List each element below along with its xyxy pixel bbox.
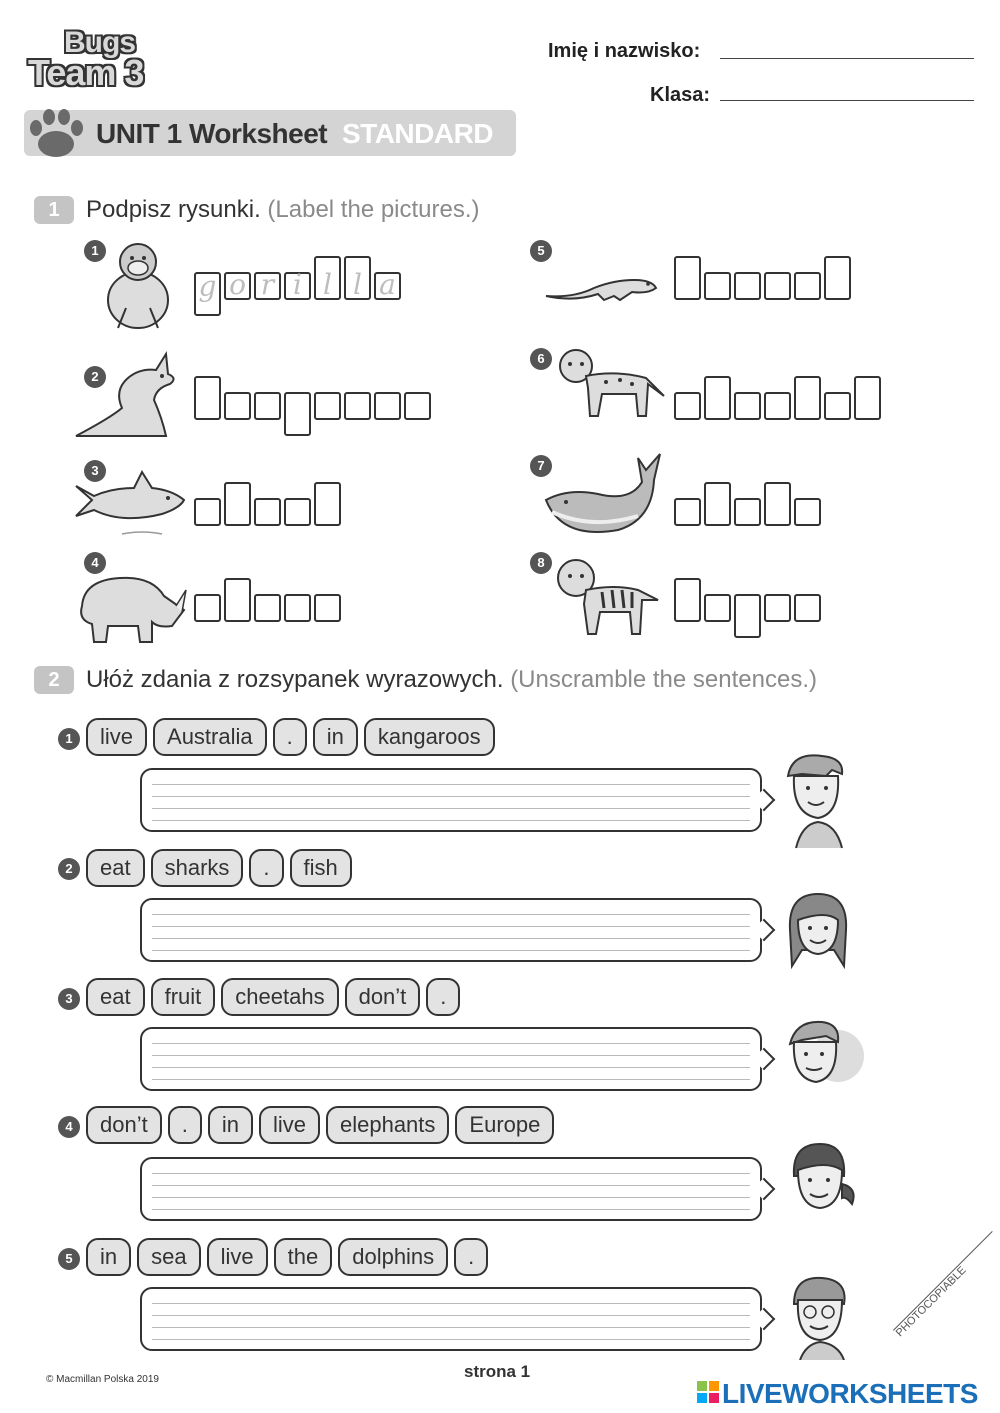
word-chip[interactable]: eat xyxy=(86,849,145,887)
class-label: Klasa: xyxy=(650,84,711,106)
answer-box-5[interactable] xyxy=(140,1287,762,1351)
word-chip[interactable]: . xyxy=(249,849,283,887)
name-input-line[interactable] xyxy=(720,58,974,59)
example-letter: o xyxy=(229,268,246,301)
bugs-team-logo xyxy=(28,26,173,94)
word-chip[interactable]: dolphins xyxy=(338,1238,448,1276)
photocopiable-label: PHOTOCOPIABLE xyxy=(893,1231,1000,1346)
logo-text-line1: Bugs xyxy=(64,26,135,59)
exercise1-instruction xyxy=(86,196,480,224)
rhino-icon xyxy=(72,566,188,646)
letter-box[interactable] xyxy=(794,272,821,300)
letter-box[interactable] xyxy=(284,392,311,436)
item6-number: 6 xyxy=(530,348,552,370)
unit-level: STANDARD xyxy=(342,118,494,149)
sentence2-number: 2 xyxy=(58,858,80,880)
word-chip[interactable]: the xyxy=(274,1238,333,1276)
name-label: Imię i nazwisko: xyxy=(548,40,701,62)
letter-box[interactable] xyxy=(704,594,731,622)
girl2-avatar-icon xyxy=(786,1140,860,1226)
letter-box[interactable] xyxy=(314,392,341,420)
example-letter: r xyxy=(260,268,275,301)
item3-letter-boxes xyxy=(194,482,341,526)
item8-letter-boxes xyxy=(674,578,821,622)
item7-letter-boxes xyxy=(674,482,821,526)
boy3-avatar-icon xyxy=(786,1274,856,1360)
item2-number: 2 xyxy=(84,366,106,388)
word-chip[interactable]: kangaroos xyxy=(364,718,495,756)
word-chip[interactable]: in xyxy=(208,1106,253,1144)
sentence4-number: 4 xyxy=(58,1116,80,1138)
letter-box[interactable] xyxy=(794,498,821,526)
boy-avatar-icon xyxy=(782,752,852,850)
word-chip[interactable]: fish xyxy=(290,849,352,887)
item5-number: 5 xyxy=(530,240,552,262)
tiger-icon xyxy=(554,556,662,638)
letter-box[interactable] xyxy=(314,594,341,622)
letter-box[interactable] xyxy=(314,256,341,300)
answer-box-4[interactable] xyxy=(140,1157,762,1221)
letter-box[interactable] xyxy=(764,272,791,300)
letter-box[interactable] xyxy=(374,392,401,420)
letter-box[interactable] xyxy=(194,594,221,622)
letter-box[interactable] xyxy=(674,578,701,622)
letter-box[interactable] xyxy=(194,376,221,420)
item1-number: 1 xyxy=(84,240,106,262)
letter-box[interactable] xyxy=(674,498,701,526)
sentence1-number: 1 xyxy=(58,728,80,750)
letter-box[interactable] xyxy=(794,376,821,420)
letter-box[interactable] xyxy=(674,392,701,420)
example-letter: i xyxy=(293,268,302,301)
page-number: strona 1 xyxy=(464,1362,531,1381)
liveworksheets-logo-icon xyxy=(697,1381,719,1403)
letter-box[interactable] xyxy=(404,392,431,420)
word-chip[interactable]: . xyxy=(168,1106,202,1144)
word-chip[interactable]: eat xyxy=(86,978,145,1016)
letter-box[interactable] xyxy=(734,392,761,420)
lizard-icon xyxy=(544,266,660,306)
word-chip[interactable]: . xyxy=(426,978,460,1016)
word-chip[interactable]: in xyxy=(86,1238,131,1276)
letter-box[interactable] xyxy=(254,392,281,420)
answer-box-2[interactable] xyxy=(140,898,762,962)
letter-box[interactable] xyxy=(224,482,251,526)
letter-box[interactable] xyxy=(704,482,731,526)
letter-box[interactable] xyxy=(224,578,251,622)
word-chip[interactable]: live xyxy=(259,1106,320,1144)
letter-box[interactable] xyxy=(224,392,251,420)
gorilla-icon xyxy=(96,238,178,334)
word-chip[interactable]: in xyxy=(313,718,358,756)
liveworksheets-brand[interactable]: LIVEWORKSHEETS xyxy=(722,1378,978,1409)
exercise2-instruction-text: Ułóż zdania z rozsypanek wyrazowych. xyxy=(86,666,504,693)
letter-box[interactable] xyxy=(314,482,341,526)
word-chip[interactable]: fruit xyxy=(151,978,216,1016)
answer-box-3[interactable] xyxy=(140,1027,762,1091)
exercise2-number: 2 xyxy=(34,666,74,694)
word-chip[interactable]: live xyxy=(207,1238,268,1276)
letter-box[interactable] xyxy=(734,498,761,526)
sentence1-words xyxy=(86,718,495,756)
item3-number: 3 xyxy=(84,460,106,482)
kangaroo-icon xyxy=(70,348,182,440)
letter-box[interactable] xyxy=(764,392,791,420)
word-chip[interactable]: elephants xyxy=(326,1106,449,1144)
sentence2-words xyxy=(86,849,352,887)
letter-box[interactable] xyxy=(854,376,881,420)
letter-box[interactable] xyxy=(674,256,701,300)
word-chip[interactable]: don’t xyxy=(86,1106,162,1144)
word-chip[interactable]: live xyxy=(86,718,147,756)
letter-box[interactable] xyxy=(764,482,791,526)
letter-box[interactable] xyxy=(734,594,761,638)
word-chip[interactable]: . xyxy=(454,1238,488,1276)
cheetah-icon xyxy=(556,346,668,420)
item4-letter-boxes xyxy=(194,578,341,622)
letter-box[interactable] xyxy=(794,594,821,622)
word-chip[interactable]: Australia xyxy=(153,718,267,756)
word-chip[interactable]: . xyxy=(273,718,307,756)
class-input-line[interactable] xyxy=(720,100,974,101)
item4-number: 4 xyxy=(84,552,106,574)
item7-number: 7 xyxy=(530,455,552,477)
example-letter: l xyxy=(323,268,332,301)
letter-box[interactable] xyxy=(764,594,791,622)
letter-box[interactable] xyxy=(224,268,251,301)
word-chip[interactable]: don’t xyxy=(345,978,421,1016)
item8-number: 8 xyxy=(530,552,552,574)
letter-box[interactable] xyxy=(704,272,731,300)
word-chip[interactable]: sharks xyxy=(151,849,244,887)
shark-icon xyxy=(72,468,186,540)
whale-icon xyxy=(542,450,664,546)
boy2-avatar-icon xyxy=(782,1016,866,1096)
letter-box[interactable] xyxy=(194,272,221,316)
word-chip[interactable]: Europe xyxy=(455,1106,554,1144)
sentence3-words xyxy=(86,978,460,1016)
example-letter: g xyxy=(198,270,217,303)
exercise2-instruction xyxy=(86,666,817,694)
exercise1-instruction-text: Podpisz rysunki. xyxy=(86,196,261,223)
item1-letter-boxes xyxy=(194,256,401,303)
letter-box[interactable] xyxy=(284,268,311,301)
unit-title: UNIT 1 Worksheet xyxy=(96,118,328,149)
sentence4-words xyxy=(86,1106,554,1144)
letter-box[interactable] xyxy=(704,376,731,420)
letter-box[interactable] xyxy=(824,392,851,420)
letter-box[interactable] xyxy=(284,498,311,526)
example-letter: a xyxy=(379,268,396,301)
sentence3-number: 3 xyxy=(58,988,80,1010)
logo-text-line2: Team 3 xyxy=(28,52,144,93)
exercise1-hint: (Label the pictures.) xyxy=(267,196,480,223)
sentence5-number: 5 xyxy=(58,1248,80,1270)
letter-box[interactable] xyxy=(194,498,221,526)
answer-box-1[interactable] xyxy=(140,768,762,832)
letter-box[interactable] xyxy=(734,272,761,300)
letter-box[interactable] xyxy=(254,268,281,301)
letter-box[interactable] xyxy=(254,594,281,622)
girl-avatar-icon xyxy=(786,890,850,970)
letter-box[interactable] xyxy=(254,498,281,526)
item6-letter-boxes xyxy=(674,376,881,420)
letter-box[interactable] xyxy=(344,256,371,300)
exercise2-hint: (Unscramble the sentences.) xyxy=(510,666,817,693)
paw-icon xyxy=(26,106,86,160)
example-letter: l xyxy=(353,268,362,301)
letter-box[interactable] xyxy=(284,594,311,622)
letter-box[interactable] xyxy=(344,392,371,420)
sentence5-words xyxy=(86,1238,488,1276)
item5-letter-boxes xyxy=(674,256,851,300)
letter-box[interactable] xyxy=(374,268,401,301)
exercise1-number: 1 xyxy=(34,196,74,224)
word-chip[interactable]: sea xyxy=(137,1238,200,1276)
copyright: © Macmillan Polska 2019 xyxy=(46,1374,159,1385)
word-chip[interactable]: cheetahs xyxy=(221,978,338,1016)
item2-letter-boxes xyxy=(194,376,431,420)
letter-box[interactable] xyxy=(824,256,851,300)
